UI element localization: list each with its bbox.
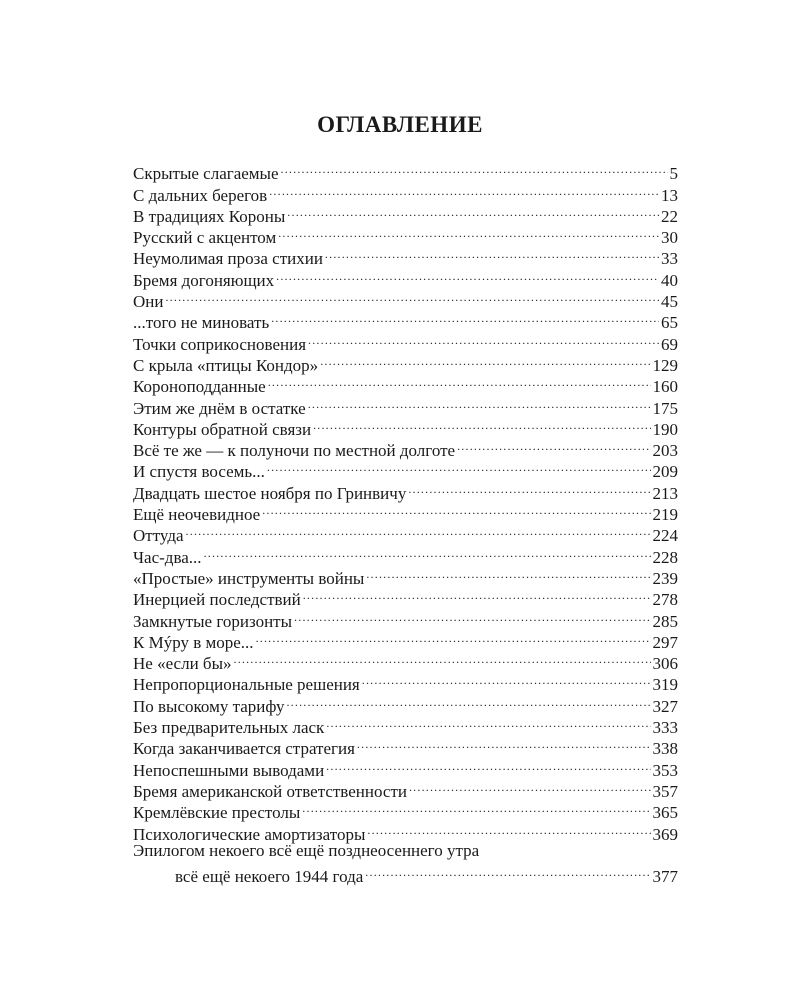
toc-entry-title: Инерцией последствий: [133, 590, 301, 610]
toc-entry-title: Когда заканчивается стратегия: [133, 739, 355, 759]
dot-leader: [367, 818, 650, 839]
toc-entry-title: Всё те же — к полуночи по местной долготе: [133, 441, 456, 461]
toc-entry-title: Кремлёвские престолы: [133, 803, 301, 823]
toc-page-number: 278: [652, 590, 678, 610]
toc-page-number: 369: [652, 824, 678, 844]
toc-entry-title: Контуры обратной связи: [133, 419, 312, 439]
toc-page-number: 365: [652, 803, 678, 823]
toc-entry[interactable]: [133, 840, 678, 887]
dot-leader: [268, 371, 651, 392]
dot-leader: [313, 414, 650, 435]
toc-page-number: 65: [661, 313, 678, 333]
toc-page-number: 209: [652, 462, 678, 482]
toc-entry-title: В традициях Короны: [133, 206, 286, 226]
toc-entry-title: «Простые» инструменты войны: [133, 568, 365, 588]
toc-page-number: 338: [652, 739, 678, 759]
dot-leader: [457, 435, 650, 456]
toc-entry-title: Час-два...: [133, 547, 202, 567]
toc-entry[interactable]: [133, 541, 678, 567]
toc-page-number: 357: [652, 781, 678, 801]
toc-entry-title: Непропорциональные решения: [133, 675, 360, 695]
toc-page-number: 377: [652, 867, 678, 887]
toc-entry[interactable]: [133, 307, 678, 333]
toc-page-number: 219: [652, 505, 678, 525]
toc-page-number: 45: [661, 292, 678, 312]
toc-entry-title: Неумолимая проза стихии: [133, 249, 323, 269]
dot-leader: [320, 350, 650, 371]
toc-page-number: 22: [661, 206, 678, 226]
toc-entry-title: По высокому тарифу: [133, 696, 285, 716]
dot-leader: [308, 392, 651, 413]
toc-page-number: 190: [652, 419, 678, 439]
dot-leader: [287, 201, 659, 222]
dot-leader: [269, 179, 659, 200]
dot-leader: [267, 456, 651, 477]
toc-entry[interactable]: [133, 158, 678, 184]
dot-leader: [325, 243, 659, 264]
toc-page-number: 13: [661, 185, 678, 205]
toc-page-number: 333: [652, 718, 678, 738]
toc-page-number: 285: [652, 611, 678, 631]
dot-leader: [326, 712, 650, 733]
toc-entry-title: Не «если бы»: [133, 654, 232, 674]
dot-leader: [308, 328, 659, 349]
toc-page-number: 297: [652, 632, 678, 652]
toc-entry[interactable]: [133, 286, 678, 312]
toc-entry-title: Бремя американской ответственности: [133, 781, 407, 801]
toc-page-number: 69: [661, 334, 678, 354]
dot-leader: [365, 861, 650, 882]
toc-entry-title: Двадцать шестое ноября по Гринвичу: [133, 483, 407, 503]
dot-leader: [165, 286, 659, 307]
toc-entry-title: Короноподданные: [133, 377, 266, 397]
toc-page-number: 33: [661, 249, 678, 269]
toc-page-number: 175: [652, 398, 678, 418]
dot-leader: [286, 690, 650, 711]
dot-leader: [234, 648, 651, 669]
toc-entry-title: К Мýру в море...: [133, 632, 254, 652]
toc-entry-title: ...того не миновать: [133, 313, 270, 333]
dot-leader: [294, 605, 650, 626]
toc-heading: ОГЛАВЛЕНИЕ: [317, 112, 483, 137]
toc-entry-title: Психологические амортизаторы: [133, 824, 366, 844]
dot-leader: [276, 264, 659, 285]
toc-entry-title: С крыла «птицы Кондор»: [133, 355, 319, 375]
toc-page-number: 5: [669, 164, 678, 184]
toc-entry-title: Ещё неочевидное: [133, 505, 261, 525]
toc-page-number: 353: [652, 760, 678, 780]
toc-page-number: 319: [652, 675, 678, 695]
toc-page-number: 228: [652, 547, 678, 567]
toc-page-number: 213: [652, 483, 678, 503]
toc-entry-title: Они: [133, 292, 164, 312]
toc-page-number: 30: [661, 228, 678, 248]
toc-entry-title: С дальних берегов: [133, 185, 268, 205]
dot-leader: [271, 307, 659, 328]
toc-entry[interactable]: [133, 520, 678, 546]
toc-entry-title: Бремя догоняющих: [133, 270, 275, 290]
toc-entry[interactable]: [133, 563, 678, 588]
toc-entry-title: Без предварительных ласк: [133, 718, 325, 738]
dot-leader: [256, 627, 651, 648]
toc-page-number: 40: [661, 270, 678, 290]
dot-leader: [278, 222, 659, 243]
dot-leader: [302, 797, 650, 818]
toc-page-number: 224: [652, 526, 678, 546]
toc-page-number: 160: [652, 377, 678, 397]
toc-page-number: 327: [652, 696, 678, 716]
toc-entry-title-line2: всё ещё некоего 1944 года: [175, 867, 364, 887]
toc-page-number: 203: [652, 441, 678, 461]
dot-leader: [281, 158, 668, 179]
dot-leader: [408, 477, 650, 498]
toc-entry-title: Этим же днём в остатке: [133, 398, 306, 418]
toc-page-number: 129: [652, 355, 678, 375]
dot-leader: [357, 733, 651, 754]
toc-entry-title: Русский с акцентом: [133, 228, 277, 248]
toc-entry-title: Непоспешными выводами: [133, 760, 325, 780]
toc-page-number: 239: [652, 568, 678, 588]
toc-entry-title: Скрытые слагаемые: [133, 164, 279, 184]
toc-entry-title: Замкнутые горизонты: [133, 611, 293, 631]
dot-leader: [366, 563, 650, 584]
toc-page-number: 306: [652, 654, 678, 674]
toc-entry-title: И спустя восемь...: [133, 462, 265, 482]
dot-leader: [303, 584, 651, 605]
dot-leader: [326, 754, 650, 775]
dot-leader: [362, 669, 651, 690]
toc-entry-title: Точки соприкосновения: [133, 334, 307, 354]
dot-leader: [409, 776, 651, 797]
toc-entry-title-line1: Эпилогом некоего всё ещё позднеосеннего утра: [133, 840, 480, 860]
dot-leader: [262, 499, 650, 520]
toc-entry-title: Оттуда: [133, 526, 184, 546]
dot-leader: [204, 541, 651, 562]
dot-leader: [186, 520, 651, 541]
toc-list: [133, 158, 678, 887]
